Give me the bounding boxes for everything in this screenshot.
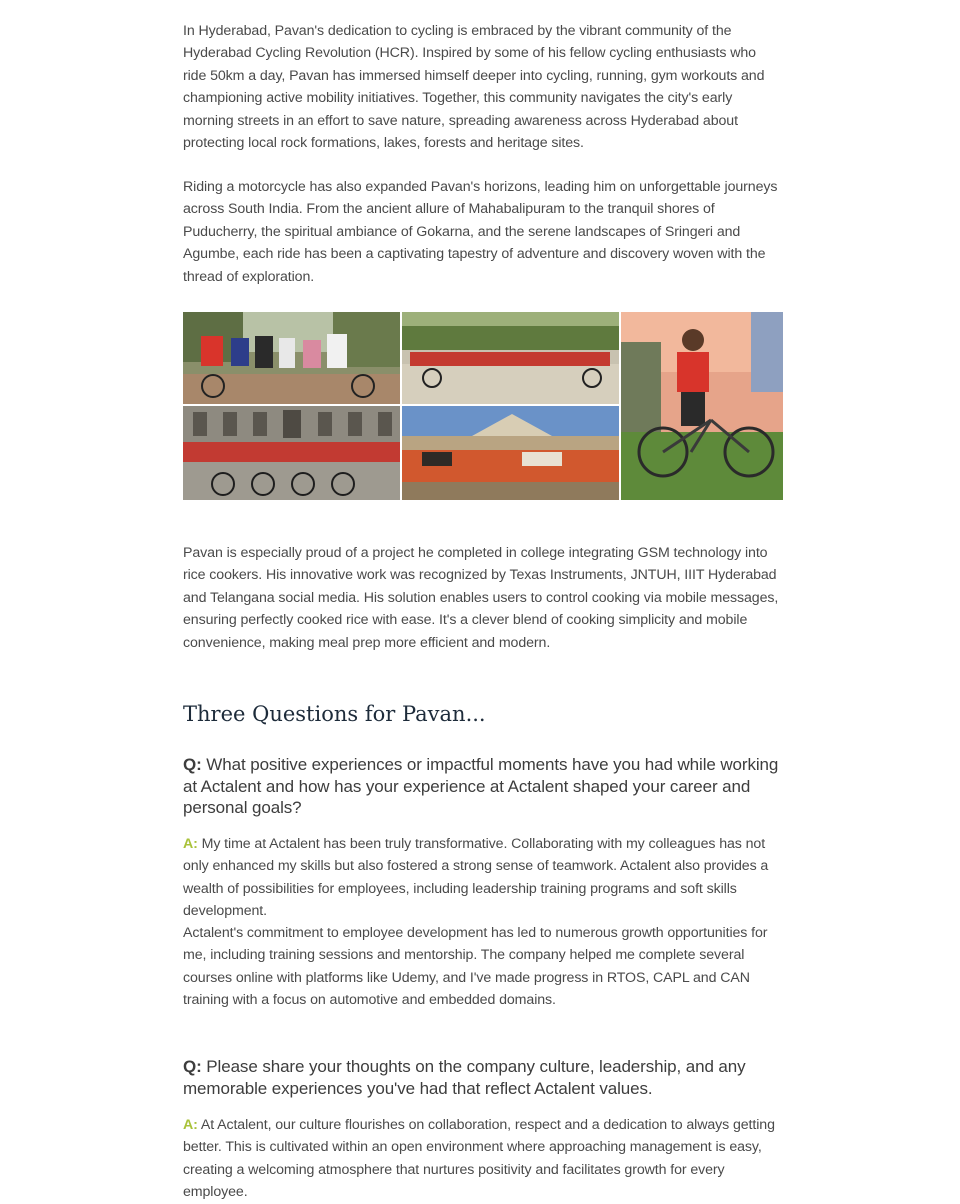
answer-label: A:	[183, 1117, 198, 1133]
paragraph-motorcycle: Riding a motorcycle has also expanded Pavan's horizons, leading him on unforgettable journeys across South India. From the ancient allure of Mahabalipuram to the tranquil shores of Puducherry, the spiritual ambiance of Gokarna, and the serene landscapes of Sringeri and Agumbe, each ride has been a captivating tapestry of adventure and discovery woven with the thread of exploration.	[183, 179, 778, 285]
question-text: Please share your thoughts on the company culture, leadership, and any memorable experiences you've had that reflect Actalent values.	[183, 1057, 746, 1098]
answer-text: At Actalent, our culture flourishes on collaboration, respect and a dedication to always getting better. This is cultivated within an open environment where approaching management is easy, creating a welcoming atmosphere that nurtures positivity and facilitates growth for every employee.	[183, 1117, 775, 1201]
group-photo-hilltop	[402, 406, 619, 500]
paragraph-project: Pavan is especially proud of a project he completed in college integrating GSM technology into rice cookers. His innovative work was recognized by Texas Instruments, JNTUH, IIIT Hyderabad and Telangana social media. His solution enables users to control cooking via mobile messages, ensuring perfectly cooked rice with ease. It's a clever blend of cooking simplicity and mobile convenience, making meal prep more efficient and modern.	[183, 545, 779, 651]
answer-2	[183, 1114, 783, 1204]
answer-text: My time at Actalent has been truly transformative. Collaborating with my colleagues has not only enhanced my skills but also fostered a strong sense of teamwork. Actalent also provides a wealth of possibilities for employees, including leadership training programs and soft skills development.	[183, 836, 769, 920]
question-text: What positive experiences or impactful moments have you had while working at Actalent and how has your experience at Actalent shaped your career and personal goals?	[183, 755, 779, 817]
section-heading: Three Questions for Pavan...	[183, 702, 486, 726]
question-1	[183, 754, 783, 819]
question-2	[183, 1056, 783, 1099]
question-label: Q:	[183, 755, 202, 774]
group-photo-heritage	[183, 406, 400, 500]
question-label: Q:	[183, 1057, 202, 1076]
answer-1-continued: Actalent's commitment to employee development has led to numerous growth opportunities for me, including training sessions and mentorship. The company helped me complete several courses online with platforms like Udemy, and I've made progress in RTOS, CAPL and CAN training with a focus on automotive and embedded domains.	[183, 925, 768, 1009]
cyclist-portrait	[621, 312, 783, 500]
group-photo-garden	[183, 312, 400, 404]
photo-collage	[183, 312, 783, 500]
paragraph-hcr: In Hyderabad, Pavan's dedication to cycling is embraced by the vibrant community of the Hyderabad Cycling Revolution (HCR). Inspired by some of his fellow cycling enthusiasts who ride 50km a day, Pavan has immersed himself deeper into cycling, running, gym workouts and championing active mobility initiatives. Together, this community navigates the city's early morning streets in an effort to save nature, spreading awareness across Hyderabad about protecting local rock formations, lakes, forests and heritage sites.	[183, 23, 765, 152]
answer-1	[183, 833, 783, 923]
answer-label: A:	[183, 836, 198, 852]
group-photo-ride	[402, 312, 619, 404]
